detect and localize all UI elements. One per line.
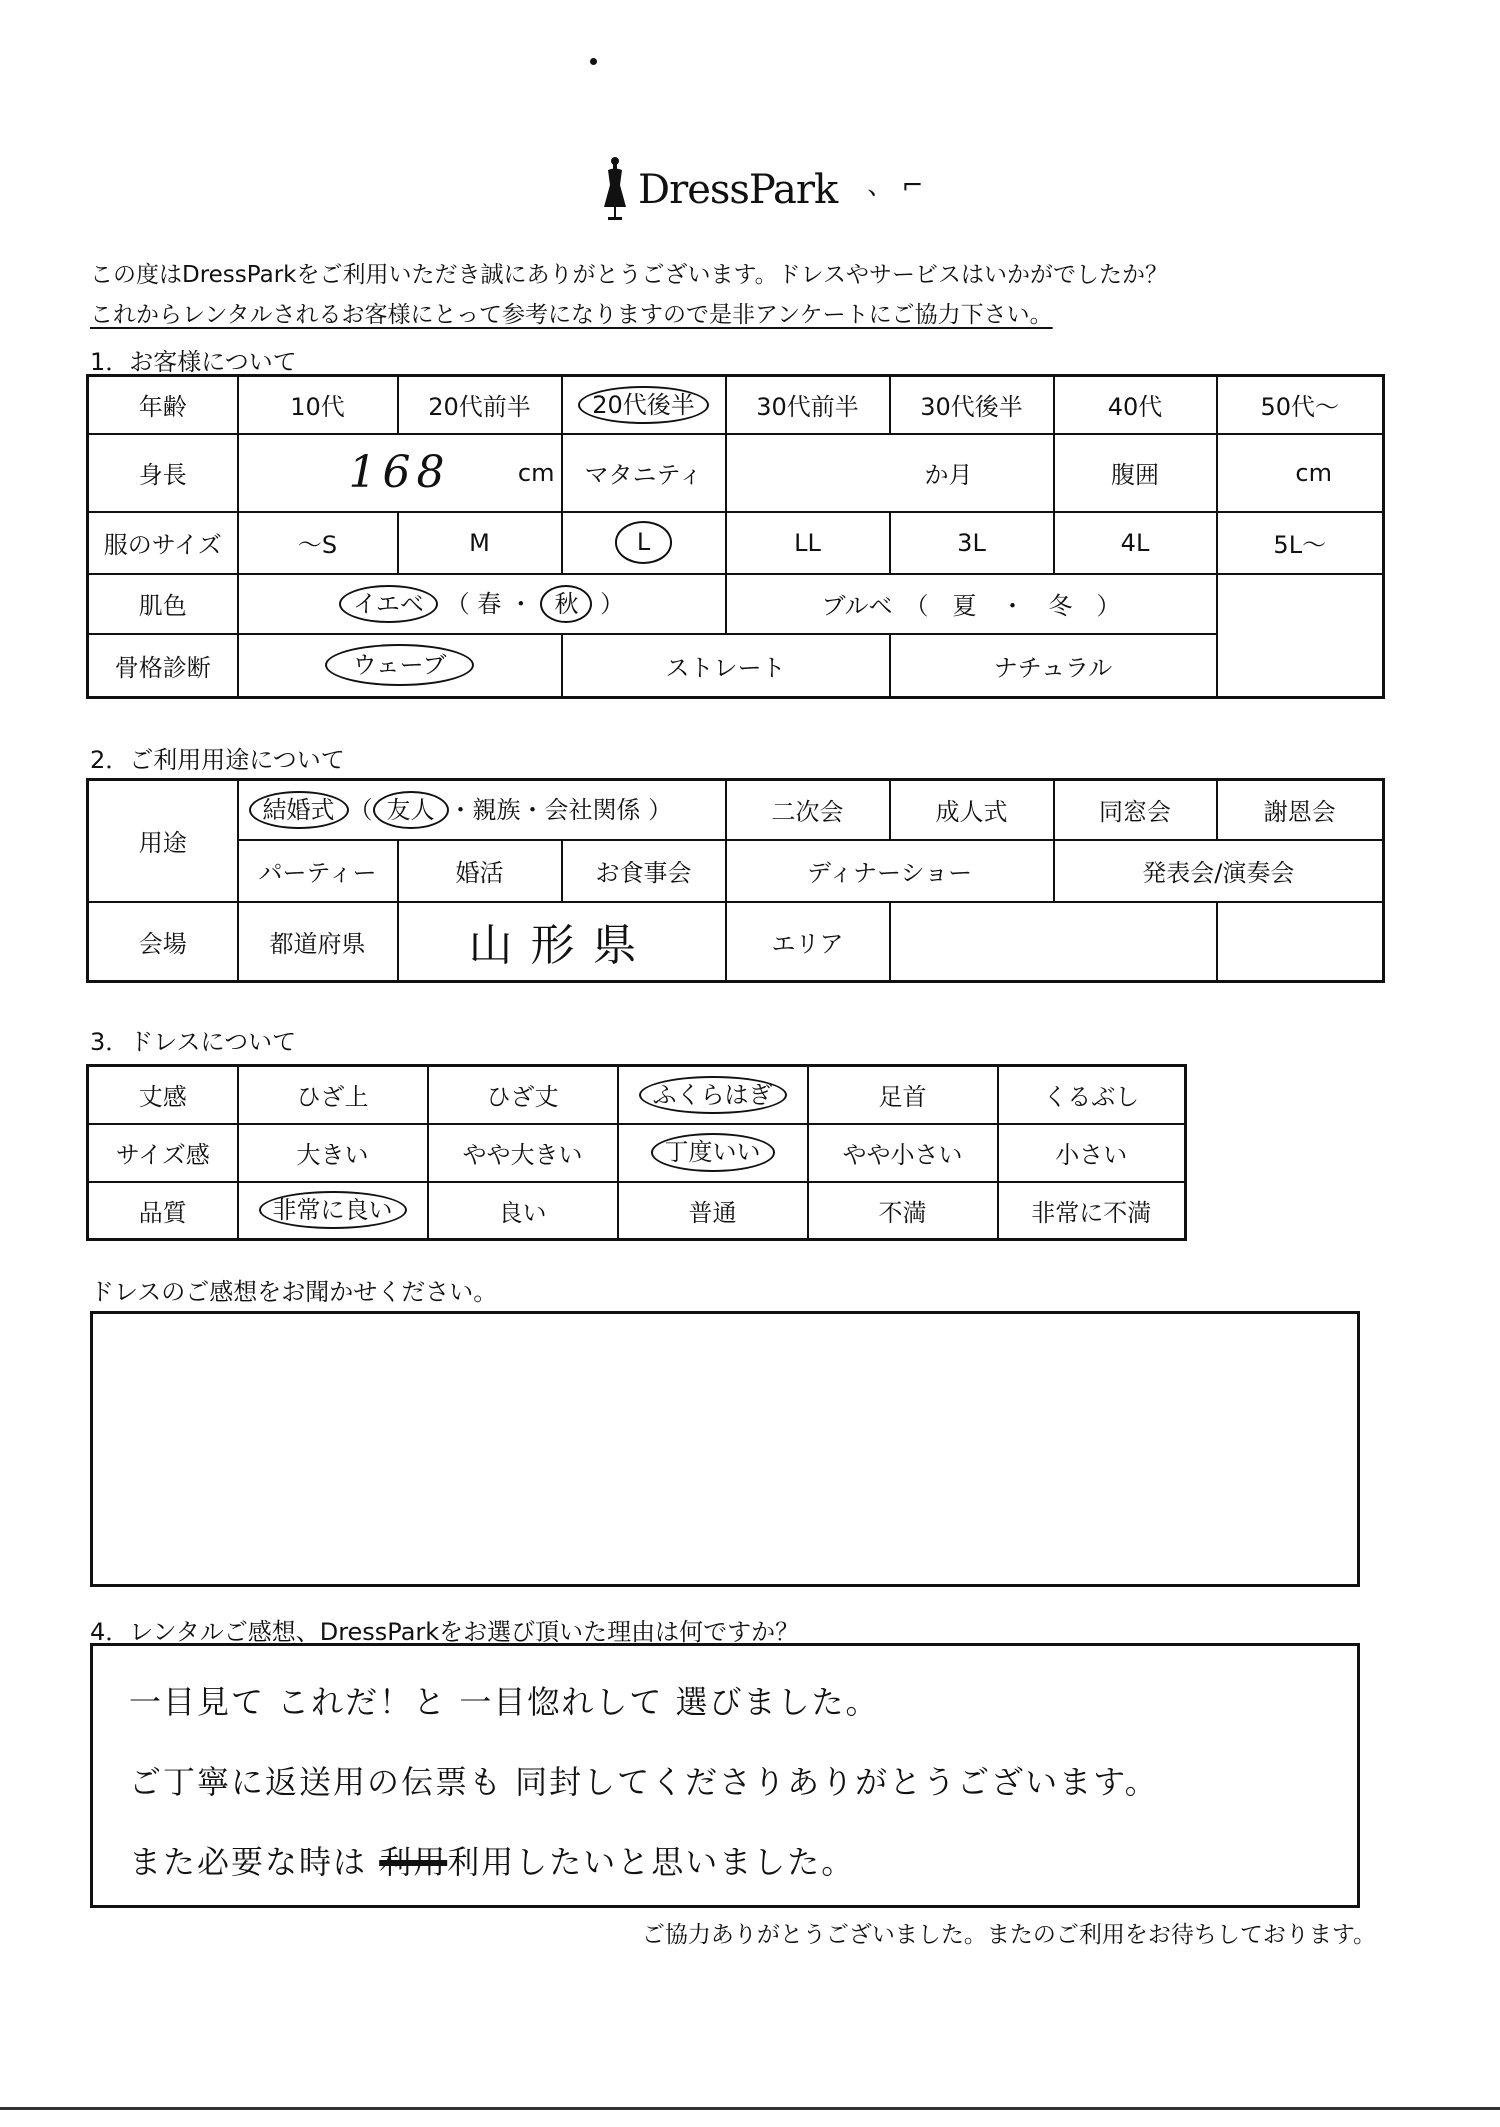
purpose-option[interactable]: 発表会/演奏会 (1054, 840, 1384, 902)
intro-line-2: これからレンタルされるお客様にとって参考になりますので是非アンケートにご協力下さい。 (90, 302, 1053, 328)
purpose-option[interactable]: 成人式 (890, 780, 1054, 840)
age-option[interactable]: 20代前半 (398, 376, 562, 434)
length-row (88, 1066, 1186, 1124)
bone-option[interactable]: ストレート (562, 634, 890, 698)
dresspark-logo (600, 150, 923, 230)
height-field[interactable] (238, 434, 562, 512)
customer-table (86, 374, 1385, 699)
dress-table (86, 1064, 1187, 1241)
paren-close: ） (600, 589, 625, 618)
size-label: 服のサイズ (88, 512, 238, 574)
section-2-title: 2．ご利用用途について (90, 746, 345, 774)
age-option[interactable]: 50代～ (1217, 376, 1384, 434)
length-option[interactable]: ひざ丈 (428, 1066, 618, 1124)
logo-text: DressPark (638, 167, 838, 213)
bone-option[interactable]: ナチュラル (890, 634, 1217, 698)
purpose-option[interactable]: 二次会 (726, 780, 890, 840)
maternity-unit: か月 (924, 461, 973, 489)
comment-line-3 (129, 1822, 1321, 1902)
empty-cell (1217, 574, 1384, 634)
rental-comment-box[interactable] (90, 1643, 1360, 1908)
selection-circle: 丁度いい (651, 1133, 775, 1171)
fit-option-selected[interactable] (618, 1124, 808, 1182)
purpose-option[interactable]: 同窓会 (1054, 780, 1217, 840)
scan-speck (590, 58, 597, 65)
dress-comment-box[interactable] (90, 1311, 1360, 1587)
size-option[interactable]: ～S (238, 512, 398, 574)
selection-circle: ふくらはぎ (639, 1076, 787, 1114)
usage-table (86, 778, 1385, 983)
fit-label: サイズ感 (88, 1124, 238, 1182)
maternity-field[interactable] (726, 434, 1054, 512)
comment-line-1: 一目見て これだ！と 一目惚れして 選びました。 (129, 1683, 880, 1721)
purpose-option[interactable]: ディナーショー (726, 840, 1054, 902)
struck-out-word: 利用 (379, 1843, 448, 1881)
venue-row (88, 902, 1384, 982)
autumn-circled: 秋 (540, 585, 592, 623)
quality-option-selected[interactable] (238, 1182, 428, 1240)
spring-option: 春 (477, 589, 502, 618)
age-option-selected[interactable] (562, 376, 726, 434)
yellow-base-cell[interactable] (238, 574, 726, 634)
age-option[interactable]: 10代 (238, 376, 398, 434)
fit-option[interactable]: 小さい (998, 1124, 1186, 1182)
quality-option[interactable]: 非常に不満 (998, 1182, 1186, 1240)
area-field[interactable] (890, 902, 1217, 982)
prefecture-label: 都道府県 (238, 902, 398, 982)
section-1-title: 1．お客様について (90, 348, 297, 376)
size-option[interactable]: 3L (890, 512, 1054, 574)
purpose-label: 用途 (88, 780, 238, 902)
section-4-title: 4．レンタルご感想、DressParkをお選び頂いた理由は何ですか？ (90, 1618, 800, 1646)
age-label: 年齢 (88, 376, 238, 434)
height-unit: cm (517, 458, 555, 487)
comment-line-2: ご丁寧に返送用の伝票も 同封してくださりありがとうございます。 (129, 1763, 1159, 1801)
size-option[interactable]: 5L～ (1217, 512, 1384, 574)
age-option[interactable]: 40代 (1054, 376, 1217, 434)
quality-option[interactable]: 不満 (808, 1182, 998, 1240)
intro-line-1: この度はDressParkをご利用いただき誠にありがとうございます。ドレスやサービスはいかがでしたか？ (90, 262, 1168, 288)
length-option-selected[interactable] (618, 1066, 808, 1124)
section-3-title: 3．ドレスについて (90, 1028, 297, 1056)
empty-cell (1217, 902, 1384, 982)
wedding-circled: 結婚式 (249, 791, 349, 829)
bone-row (88, 634, 1384, 698)
separator-dot: ・ (508, 589, 533, 618)
fit-row (88, 1124, 1186, 1182)
fit-option[interactable]: 大きい (238, 1124, 428, 1182)
bone-label: 骨格診断 (88, 634, 238, 698)
purpose-option[interactable]: 謝恩会 (1217, 780, 1384, 840)
purpose-option[interactable]: パーティー (238, 840, 398, 902)
purpose-option[interactable]: 婚活 (398, 840, 562, 902)
length-option[interactable]: 足首 (808, 1066, 998, 1124)
wedding-cell[interactable] (238, 780, 726, 840)
age-option[interactable]: 30代後半 (890, 376, 1054, 434)
logo-scribble: 、 ⌐ (867, 170, 924, 201)
selection-circle: L (615, 521, 672, 563)
height-label: 身長 (88, 434, 238, 512)
quality-row (88, 1182, 1186, 1240)
age-row (88, 376, 1384, 434)
waist-field[interactable] (1217, 434, 1384, 512)
area-label: エリア (726, 902, 890, 982)
waist-unit: cm (1295, 458, 1332, 487)
fit-option[interactable]: やや小さい (808, 1124, 998, 1182)
height-value: 168 (348, 447, 451, 498)
size-option[interactable]: 4L (1054, 512, 1217, 574)
blue-base-cell[interactable]: ブルベ （ 夏 ・ 冬 ） (726, 574, 1217, 634)
purpose-option[interactable]: お食事会 (562, 840, 726, 902)
empty-cell (1217, 634, 1384, 698)
purpose-row-1 (88, 780, 1384, 840)
comment-line-3-end: 利用したいと思いました。 (447, 1843, 856, 1881)
skin-label: 肌色 (88, 574, 238, 634)
prefecture-value: 山形県 (468, 920, 655, 972)
size-option[interactable]: M (398, 512, 562, 574)
bone-option-selected[interactable] (238, 634, 562, 698)
quality-option[interactable]: 良い (428, 1182, 618, 1240)
selection-circle: 非常に良い (259, 1191, 407, 1229)
length-option[interactable]: ひざ上 (238, 1066, 428, 1124)
selection-circle: 20代後半 (578, 386, 709, 424)
relation-options: ・親族・会社関係 ） (448, 796, 673, 825)
page-bottom-rule (0, 2107, 1500, 2110)
friend-circled: 友人 (373, 791, 449, 829)
selection-circle: ウェーブ (325, 644, 475, 686)
dress-form-icon (600, 155, 630, 225)
yellow-base-circled: イエベ (339, 585, 438, 623)
venue-label: 会場 (88, 902, 238, 982)
waist-label: 腹囲 (1054, 434, 1217, 512)
footer-thanks: ご協力ありがとうございました。またのご利用をお待ちしております。 (641, 1922, 1376, 1948)
quality-option[interactable]: 普通 (618, 1182, 808, 1240)
size-row (88, 512, 1384, 574)
paren-open: （ (348, 796, 373, 825)
size-option[interactable]: LL (726, 512, 890, 574)
purpose-row-2 (88, 840, 1384, 902)
fit-option[interactable]: やや大きい (428, 1124, 618, 1182)
dress-comment-title: ドレスのご感想をお聞かせください。 (90, 1278, 498, 1306)
maternity-label: マタニティ (562, 434, 726, 512)
prefecture-field[interactable] (398, 902, 726, 982)
size-option-selected[interactable] (562, 512, 726, 574)
quality-label: 品質 (88, 1182, 238, 1240)
comment-line-3-start: また必要な時は (129, 1843, 380, 1881)
length-label: 丈感 (88, 1066, 238, 1124)
paren-open: （ (445, 589, 470, 618)
height-row (88, 434, 1384, 512)
skin-row (88, 574, 1384, 634)
length-option[interactable]: くるぶし (998, 1066, 1186, 1124)
age-option[interactable]: 30代前半 (726, 376, 890, 434)
